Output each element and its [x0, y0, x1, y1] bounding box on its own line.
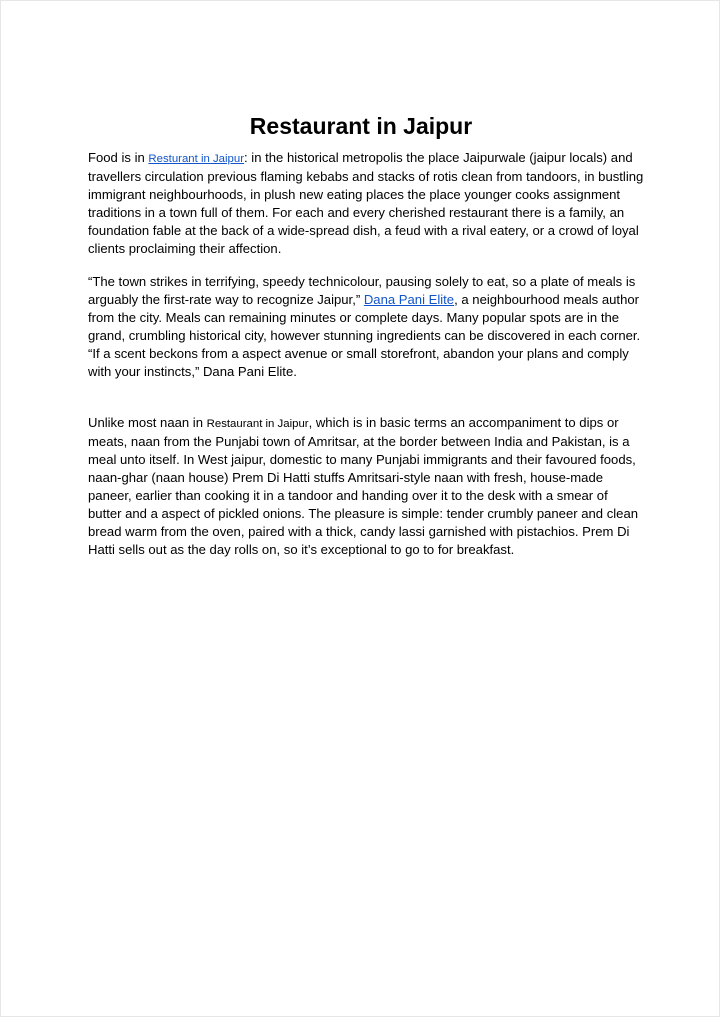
- restaurant-in-jaipur-text: Restaurant in Jaipur: [206, 418, 309, 430]
- paragraph-quote: [88, 273, 644, 381]
- paragraph-intro-lead: Food is in: [88, 150, 149, 165]
- resturant-in-jaipur-link[interactable]: Resturant in Jaipur: [148, 153, 245, 165]
- paragraph-naan: [88, 414, 644, 559]
- paragraph-naan-lead: Unlike most naan in: [88, 415, 207, 430]
- paragraph-quote-lead: “The town strikes in terrifying, speedy technicolour, pausing solely to eat, so a plate of meals is arguably the first-rate way to recognize Jaipur,”: [88, 274, 636, 307]
- paragraph-quote-body: , a neighbourhood meals author from the city. Meals can remaining minutes or complete days. Many popular spots are in the grand, crumbling historical city, however stunning ingredients can be discovered in each corner. “If a scent beckons from a aspect avenue or small storefront, abandon your plans and comply with your instincts,” Dana Pani Elite.: [88, 292, 641, 379]
- paragraph-intro-body: : in the historical metropolis the place Jaipurwale (jaipur locals) and travellers circulation previous flaming kebabs and stacks of rotis clean from tandoors, in bustling immigrant neighbourhoods, in plush new eating places the place younger cooks assignment traditions in a town full of them. For each and every cherished restaurant there is a family, an foundation fable at the back of a wide-spread dish, a feud with a rival eatery, or a crowd of loyal clients proclaiming their affection.: [88, 150, 644, 256]
- page-title: Restaurant in Jaipur: [249, 113, 473, 139]
- paragraph-naan-body: , which is in basic terms an accompaniment to dips or meats, naan from the Punjabi town of Amritsar, at the border between India and Pakistan, is a meal unto itself. In West jaipur, domestic to many Punjabi immigrants and their favoured foods, naan-ghar (naan house) Prem Di Hatti stuffs Amritsari-style naan with fresh, house-made paneer, earlier than cooking it in a tandoor and handing over it to the desk with a smear of butter and a aspect of pickled onions. The pleasure is simple: tender crumbly paneer and clean bread warm from the oven, paired with a thick, candy lassi garnished with pistachios. Prem Di Hatti sells out as the day rolls on, so it’s exceptional to go to for breakfast.: [88, 415, 639, 557]
- dana-pani-elite-link[interactable]: Dana Pani Elite: [363, 292, 455, 307]
- paragraph-intro: [88, 149, 644, 258]
